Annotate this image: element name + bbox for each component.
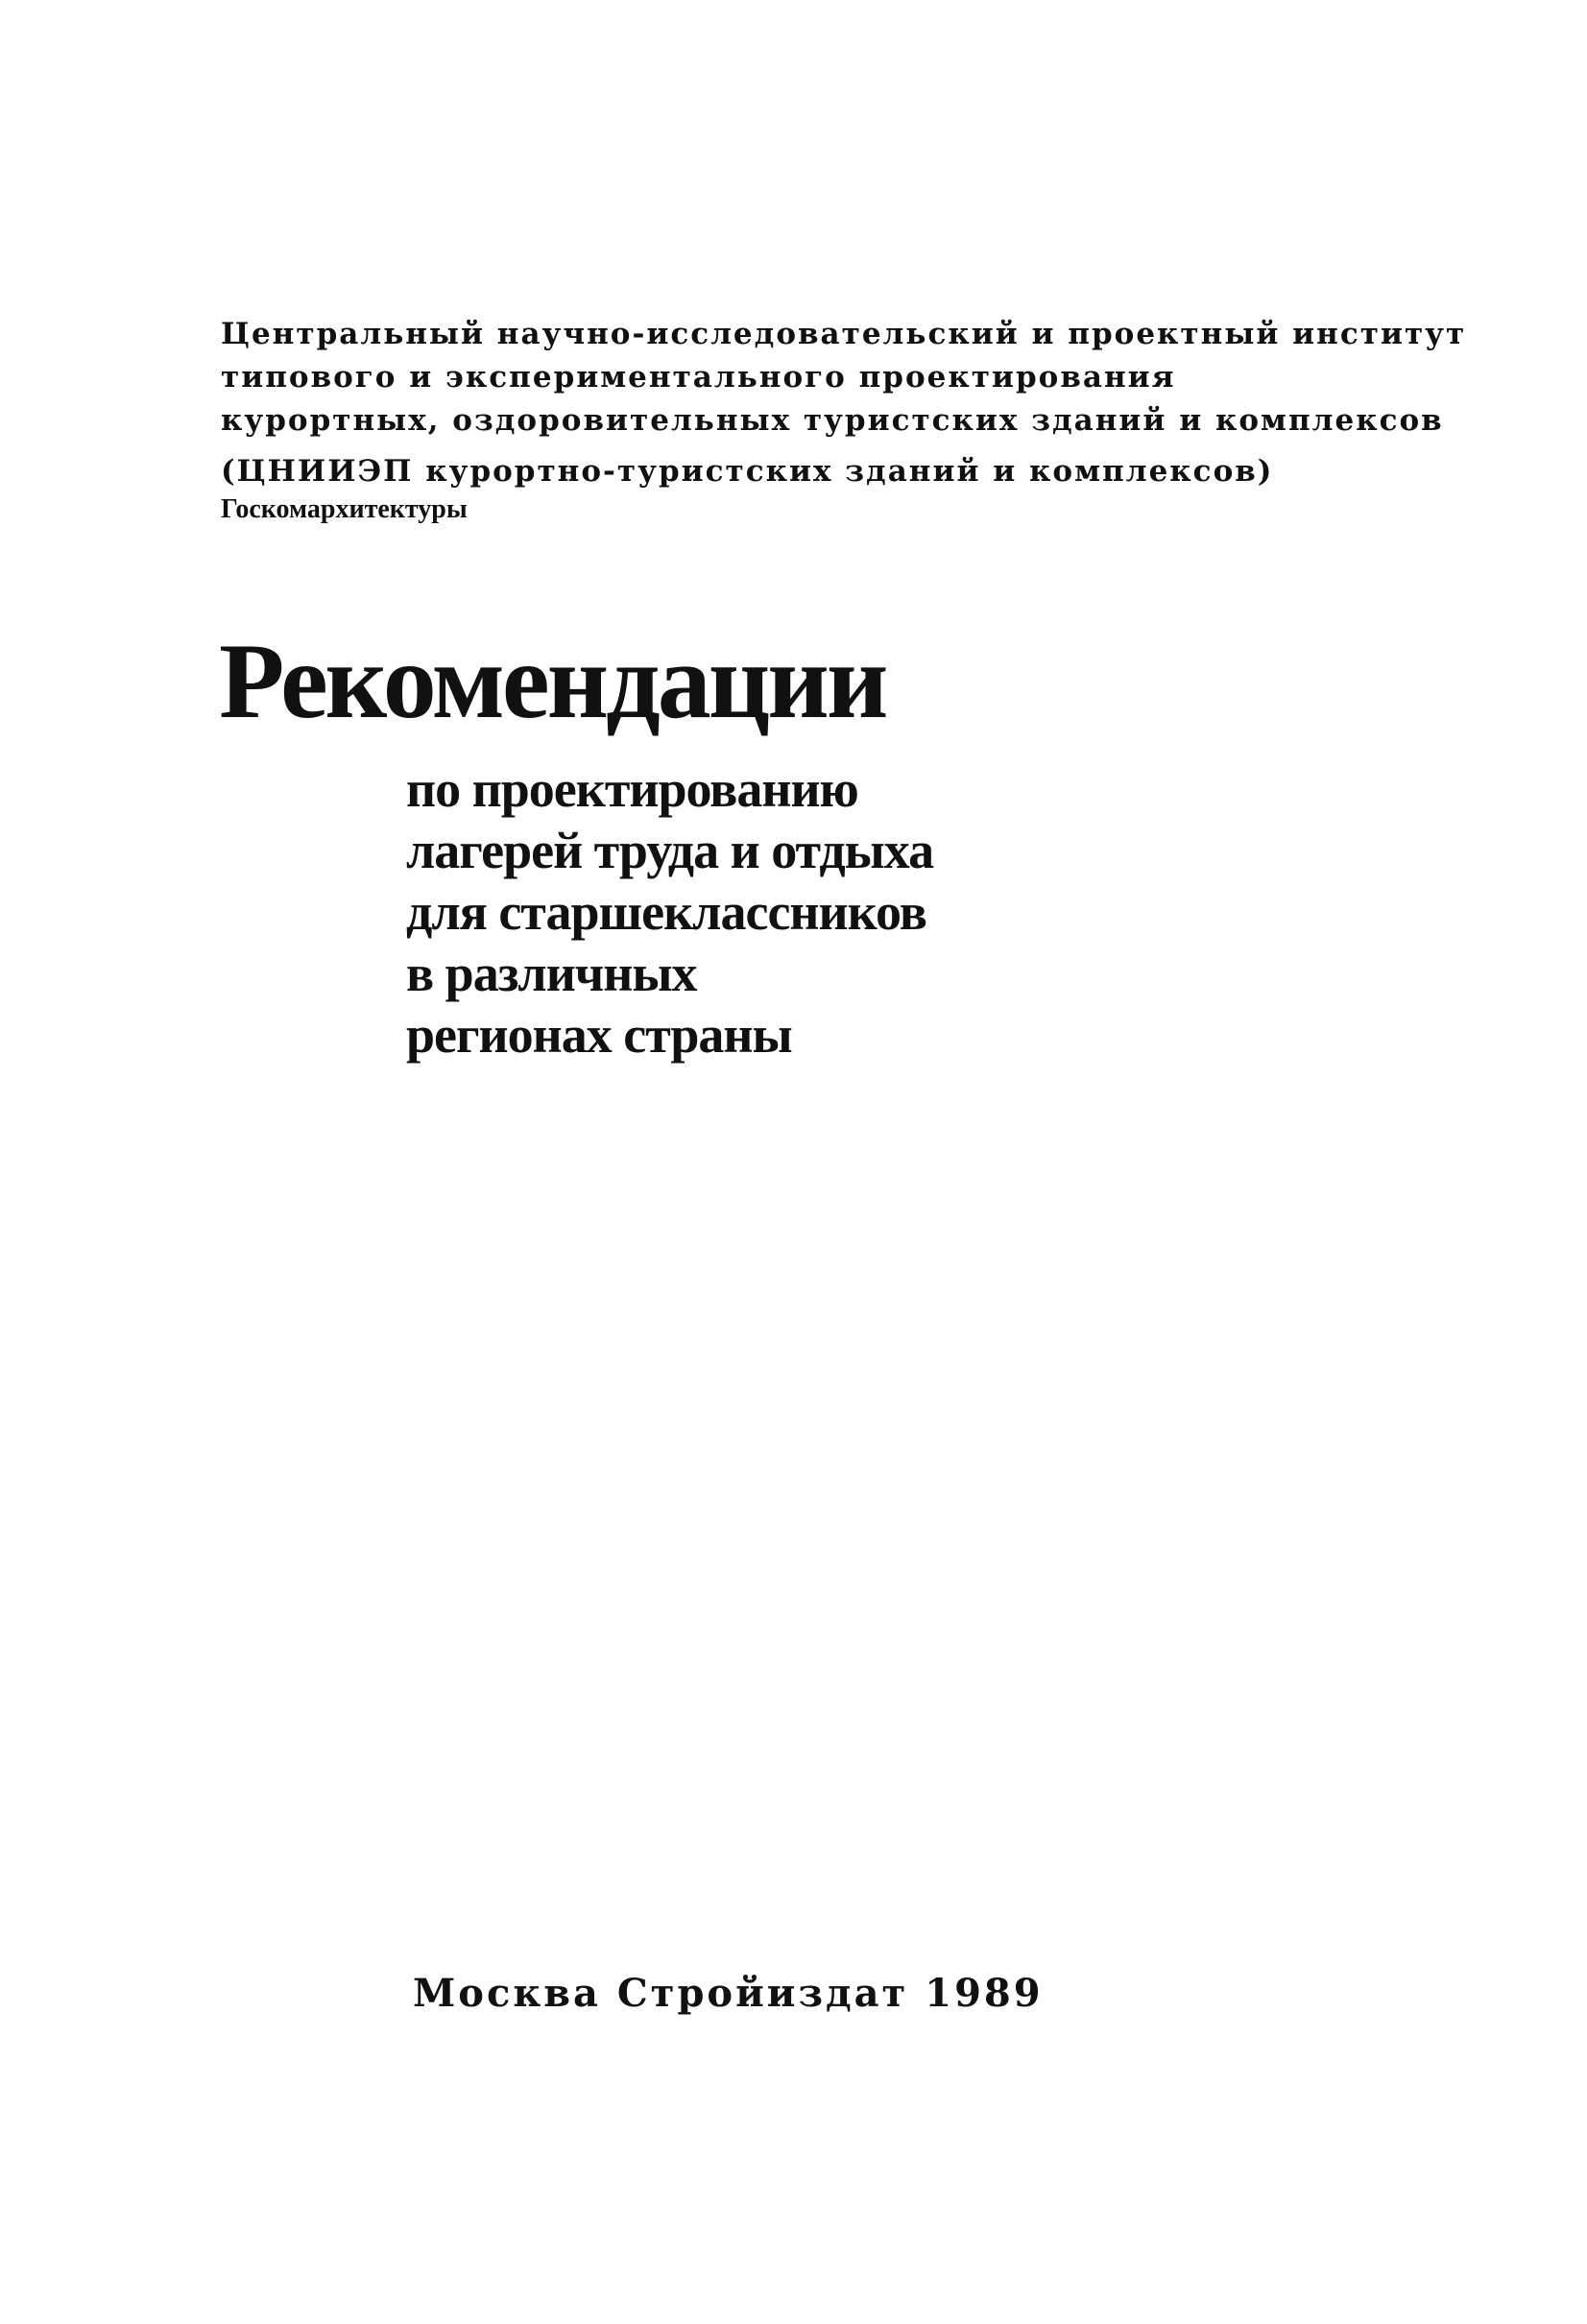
institution-line-5: Госкомархитектуры [221, 494, 468, 524]
institution-gap [221, 443, 1469, 450]
subtitle-line-2: лагерей труда и отдыха [406, 822, 934, 879]
institution-line-4: (ЦНИИЭП курортно-туристских зданий и комплексов) [221, 454, 1274, 489]
page-title: Рекомендации [219, 622, 886, 741]
institution-line-3: курортных, оздоровительных туристских зданий и комплексов [221, 403, 1444, 438]
institution-line-1: Центральный научно-исследовательский и проектный институт [221, 317, 1467, 351]
institution-block [221, 313, 1469, 526]
subtitle-line-5: регионах страны [406, 1006, 792, 1064]
subtitle-block [406, 758, 933, 1066]
subtitle-line-1: по проектированию [406, 760, 858, 818]
subtitle-line-4: в различных [406, 945, 697, 1002]
subtitle-line-3: для старшеклассников [406, 883, 926, 941]
publisher-imprint: Москва Стройиздат 1989 [413, 1971, 1044, 2016]
institution-line-2: типового и экспериментального проектирования [221, 360, 1176, 395]
